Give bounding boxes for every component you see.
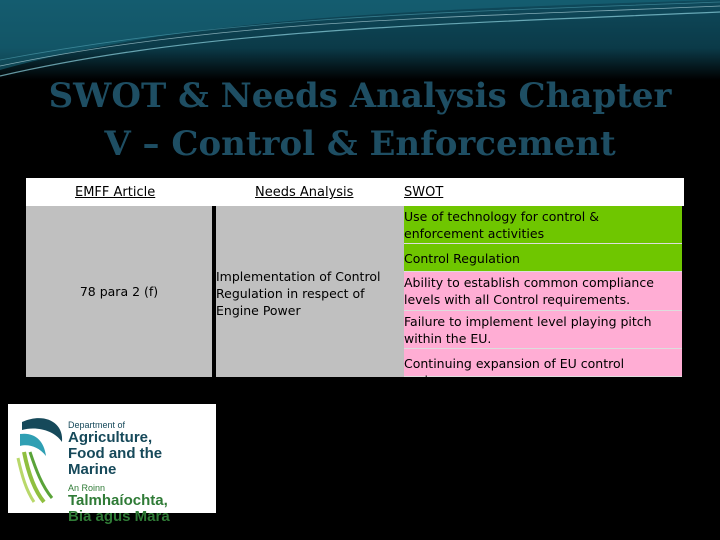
wave-decoration — [0, 0, 720, 80]
logo-line5: Talmhaíochta, — [68, 492, 168, 509]
logo-text — [68, 420, 214, 525]
slide-title — [0, 72, 720, 168]
department-logo — [8, 404, 216, 525]
slide-title-line1: SWOT & Needs Analysis Chapter — [48, 76, 672, 116]
logo-line6: Bia agus Mara — [68, 508, 170, 525]
swot-table — [26, 178, 684, 388]
header-swot: SWOT — [404, 185, 444, 200]
swot-item: Use of technology for control & enforcement activities — [404, 206, 682, 244]
article-cell — [26, 206, 212, 377]
logo-line4: An Roinn — [68, 483, 106, 493]
needs-value: Implementation of Control Regulation in respect of Engine Power — [216, 269, 381, 318]
logo-line3: Food and the Marine — [68, 445, 163, 478]
header-needs-analysis: Needs Analysis — [255, 185, 354, 200]
slide-title-line2: V – Control & Enforcement — [104, 124, 616, 164]
swot-item: Ability to establish common compliance levels with all Control requirements. — [404, 272, 682, 311]
swot-item: Failure to implement level playing pitch within the EU. — [404, 311, 682, 349]
header-wave-band — [0, 0, 720, 80]
table-header-row — [26, 178, 684, 206]
harp-leaf-icon — [14, 412, 66, 504]
needs-cell — [214, 206, 406, 377]
article-value: 78 para 2 (f) — [79, 284, 159, 299]
header-emff-article: EMFF Article — [75, 185, 156, 200]
logo-line2: Agriculture, — [68, 429, 153, 446]
swot-item: Control Regulation — [404, 244, 682, 272]
logo-line1: Department of — [68, 420, 126, 430]
swot-item: Continuing expansion of EU control regimes. — [404, 349, 682, 377]
